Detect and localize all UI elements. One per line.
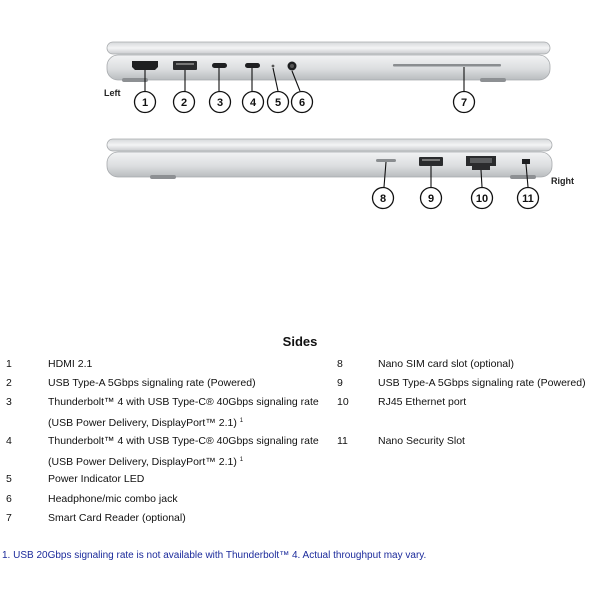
callout-3 [210, 92, 231, 113]
callout-5 [268, 92, 289, 113]
right-lid [107, 139, 552, 151]
item-5-number: 5 [6, 473, 12, 485]
item-3-number: 3 [6, 396, 12, 408]
laptop-side-diagram [0, 0, 600, 230]
item-4-number: 4 [6, 435, 12, 447]
item-6-desc: Headphone/mic combo jack [48, 493, 178, 505]
item-9-number: 9 [337, 377, 343, 389]
svg-text:3: 3 [216, 97, 224, 109]
svg-text:7: 7 [460, 97, 468, 109]
callout-6 [292, 92, 313, 113]
item-3-desc-line2: (USB Power Delivery, DisplayPort™ 2.1) $^1$ [48, 417, 244, 429]
svg-text:11: 11 [522, 193, 534, 205]
item-1-number: 1 [6, 358, 12, 370]
callout-4 [243, 92, 264, 113]
callout-9 [421, 188, 442, 209]
svg-text:4: 4 [249, 97, 257, 109]
footnote-ref: 1 [239, 457, 244, 463]
item-10-desc: RJ45 Ethernet port [378, 396, 467, 408]
item-5-desc: Power Indicator LED [48, 473, 145, 485]
callout-11 [518, 188, 539, 209]
svg-text:5: 5 [274, 97, 282, 109]
section-title: Sides [282, 334, 318, 349]
svg-text:6: 6 [298, 97, 306, 109]
item-1-desc: HDMI 2.1 [48, 358, 93, 370]
item-7-number: 7 [6, 512, 12, 524]
left-side-view [104, 42, 550, 113]
left-label: Left [104, 88, 121, 98]
item-11-number: 11 [337, 435, 348, 447]
item-3-desc: Thunderbolt™ 4 with USB Type-C® 40Gbps signaling rate [48, 396, 319, 408]
svg-text:2: 2 [180, 97, 188, 109]
hdmi-port [132, 61, 158, 70]
power-led [272, 65, 275, 68]
callouts-right [373, 188, 539, 209]
callout-7 [454, 92, 475, 113]
security-slot [522, 159, 530, 164]
item-11-desc: Nano Security Slot [378, 435, 465, 447]
item-10-number: 10 [337, 396, 349, 408]
item-7-desc: Smart Card Reader (optional) [48, 512, 186, 524]
item-8-desc: Nano SIM card slot (optional) [378, 358, 514, 370]
footnote-ref: 1 [239, 418, 244, 424]
item-8-number: 8 [337, 358, 343, 370]
svg-text:9: 9 [427, 193, 435, 205]
right-side-view [107, 139, 574, 209]
smart-card-slot [393, 64, 501, 67]
usb-a-port-left [173, 61, 197, 70]
callout-1 [135, 92, 156, 113]
callout-10 [472, 188, 493, 209]
nano-sim-slot [376, 159, 396, 162]
item-4-desc-line2: (USB Power Delivery, DisplayPort™ 2.1) $^1$ [48, 456, 244, 468]
svg-text:1: 1 [141, 97, 149, 109]
right-label: Right [551, 176, 574, 186]
callout-8 [373, 188, 394, 209]
usb-a-port-right [419, 157, 443, 166]
callout-2 [174, 92, 195, 113]
item-2-desc: USB Type-A 5Gbps signaling rate (Powered) [48, 377, 256, 389]
left-lid [107, 42, 550, 54]
thunderbolt-port-1 [212, 63, 227, 68]
item-4-desc: Thunderbolt™ 4 with USB Type-C® 40Gbps signaling rate [48, 435, 319, 447]
item-9-desc: USB Type-A 5Gbps signaling rate (Powered) [378, 377, 586, 389]
svg-text:8: 8 [379, 193, 387, 205]
footnote: 1. USB 20Gbps signaling rate is not available with Thunderbolt™ 4. Actual throughput may vary. [2, 550, 427, 561]
thunderbolt-port-2 [245, 63, 260, 68]
item-6-number: 6 [6, 493, 12, 505]
callouts-left [135, 92, 475, 113]
item-2-number: 2 [6, 377, 12, 389]
svg-text:10: 10 [475, 193, 489, 205]
